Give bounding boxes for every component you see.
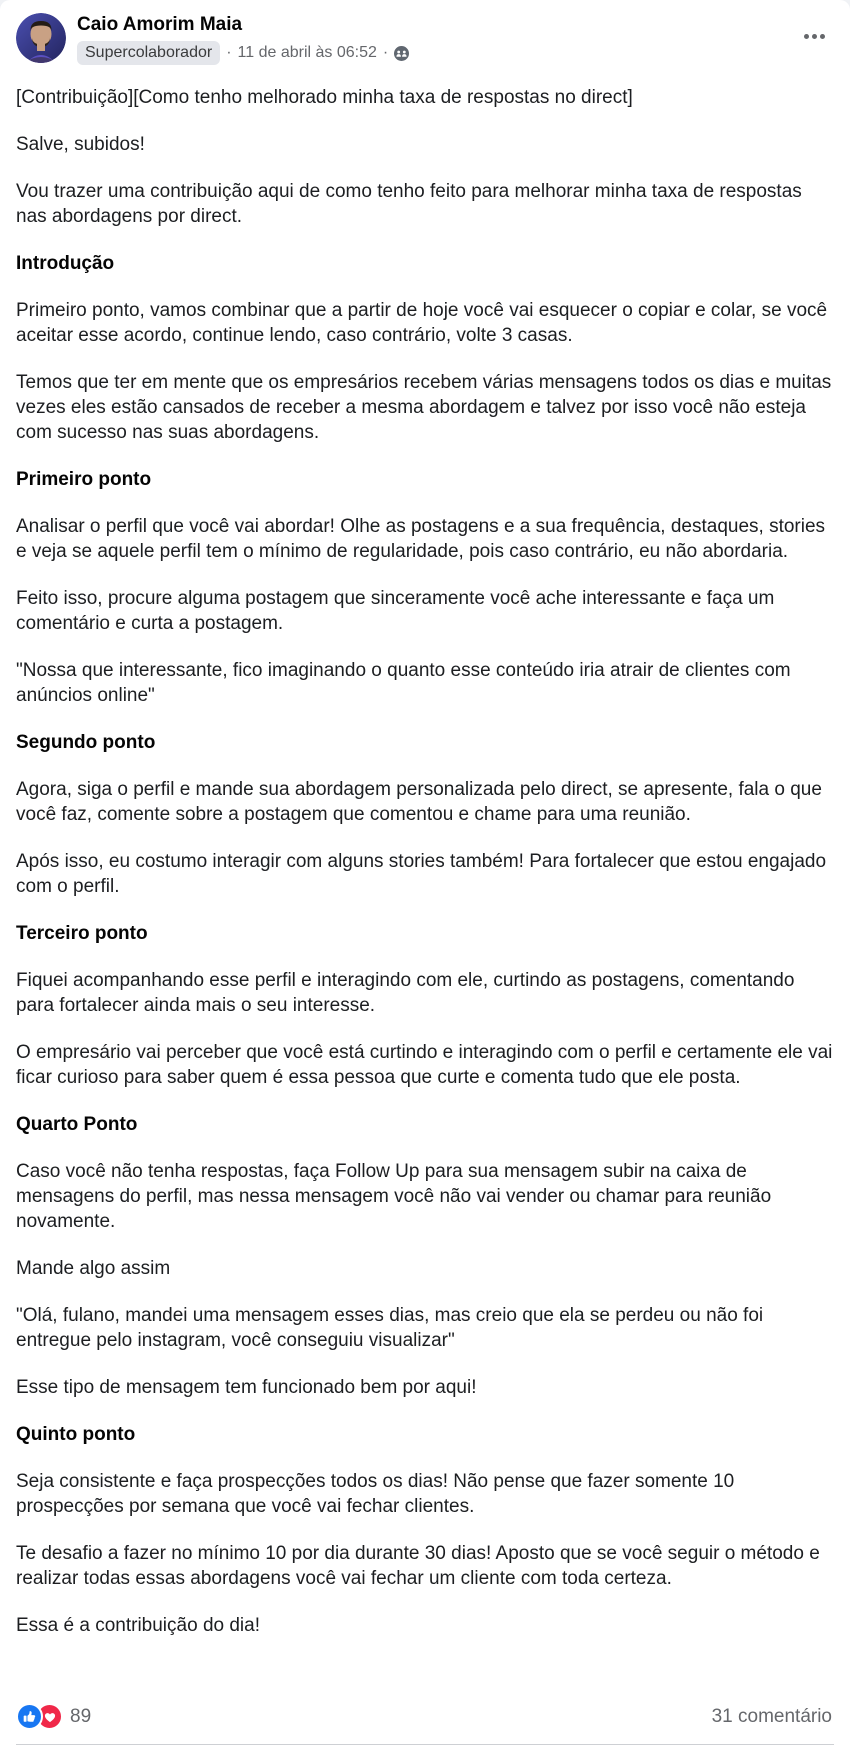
ellipsis-dot	[804, 34, 809, 39]
post-paragraph: Temos que ter em mente que os empresários recebem várias mensagens todos os dias e muitas vezes eles estão cansados de receber a mesma abordagem e talvez por isso você não esteja com sucesso nas suas abordagens.	[16, 372, 837, 443]
comment-count[interactable]: 31 comentário	[711, 1705, 832, 1727]
separator-dot: ·	[226, 44, 232, 61]
post-heading: Primeiro ponto	[16, 469, 152, 490]
more-options-button[interactable]	[796, 22, 832, 50]
post-paragraph: Essa é a contribuição do dia!	[16, 1615, 260, 1636]
post-paragraph: Te desafio a fazer no mínimo 10 por dia durante 30 dias! Aposto que se você seguir o método e realizar todas essas abordagens você vai fechar um cliente com toda certeza.	[16, 1543, 826, 1589]
reaction-count: 89	[70, 1705, 92, 1727]
post-heading: Terceiro ponto	[16, 923, 148, 944]
post-paragraph: [Contribuição][Como tenho melhorado minha taxa de respostas no direct]	[16, 87, 633, 108]
post-header-meta	[77, 13, 834, 65]
engagement-row	[0, 1693, 850, 1744]
ellipsis-dot	[820, 34, 825, 39]
post-paragraph: Mande algo assim	[16, 1258, 171, 1279]
post-footer	[0, 1693, 850, 1757]
post-paragraph: Analisar o perfil que você vai abordar! Olhe as postagens e a sua frequência, destaques, stories e veja se aquele perfil tem o mínimo de regularidade, pois caso contrário, eu não abordaria.	[16, 516, 831, 562]
post-subheader	[77, 41, 834, 65]
post-heading: Introdução	[16, 253, 115, 274]
avatar-image	[16, 13, 66, 63]
post-paragraph: "Olá, fulano, mandei uma mensagem esses dias, mas creio que ela se perdeu ou não foi entregue pelo instagram, você conseguiu visualizar"	[16, 1305, 769, 1351]
post-paragraph: Caso você não tenha respostas, faça Follow Up para sua mensagem subir na caixa de mensagens do perfil, mas nessa mensagem você não vai vender ou chamar para reunião novamente.	[16, 1161, 777, 1232]
post-heading: Segundo ponto	[16, 732, 156, 753]
post-paragraph: Após isso, eu costumo interagir com alguns stories também! Para fortalecer que estou engajado com o perfil.	[16, 851, 832, 897]
post-timestamp[interactable]: 11 de abril às 06:52	[237, 44, 377, 61]
author-badge: Supercolaborador	[77, 41, 220, 65]
post-paragraph: Vou trazer uma contribuição aqui de como tenho feito para melhorar minha taxa de respostas nas abordagens por direct.	[16, 181, 808, 227]
post-paragraph: Salve, subidos!	[16, 134, 145, 155]
ellipsis-dot	[812, 34, 817, 39]
post-paragraph: Esse tipo de mensagem tem funcionado bem por aqui!	[16, 1377, 477, 1398]
separator-dot: ·	[382, 44, 389, 61]
post-paragraph: Agora, siga o perfil e mande sua abordagem personalizada pelo direct, se apresente, fala o que você faz, comente sobre a postagem que comentou e chame para uma reunião.	[16, 779, 828, 825]
post-heading: Quarto Ponto	[16, 1114, 138, 1135]
author-name[interactable]: Caio Amorim Maia	[77, 14, 243, 35]
post-paragraph: O empresário vai perceber que você está curtindo e interagindo com o perfil e certamente ele vai ficar curioso para saber quem é essa pessoa que curte e comenta tudo que ele posta.	[16, 1042, 838, 1088]
like-reaction-icon	[16, 1703, 43, 1730]
post-paragraph: Fiquei acompanhando esse perfil e interagindo com ele, curtindo as postagens, comentando para fortalecer ainda mais o seu interesse.	[16, 970, 800, 1016]
post-heading: Quinto ponto	[16, 1424, 136, 1445]
post-paragraph: "Nossa que interessante, fico imaginando o quanto esse conteúdo iria atrair de clientes com anúncios online"	[16, 660, 796, 706]
reactions-summary[interactable]	[16, 1703, 91, 1730]
footer-divider	[16, 1744, 834, 1745]
post-paragraph: Seja consistente e faça prospecções todos os dias! Não pense que fazer somente 10 prospecções por semana que você vai fechar clientes.	[16, 1471, 740, 1517]
post-body	[0, 65, 850, 1638]
avatar[interactable]	[16, 13, 66, 63]
post-paragraph: Primeiro ponto, vamos combinar que a partir de hoje você vai esquecer o copiar e colar, se você aceitar esse acordo, continue lendo, caso contrário, volte 3 casas.	[16, 300, 833, 346]
post-header	[0, 0, 850, 65]
group-privacy-icon	[394, 46, 409, 61]
post-paragraph: Feito isso, procure alguma postagem que sinceramente você ache interessante e faça um comentário e curta a postagem.	[16, 588, 780, 634]
